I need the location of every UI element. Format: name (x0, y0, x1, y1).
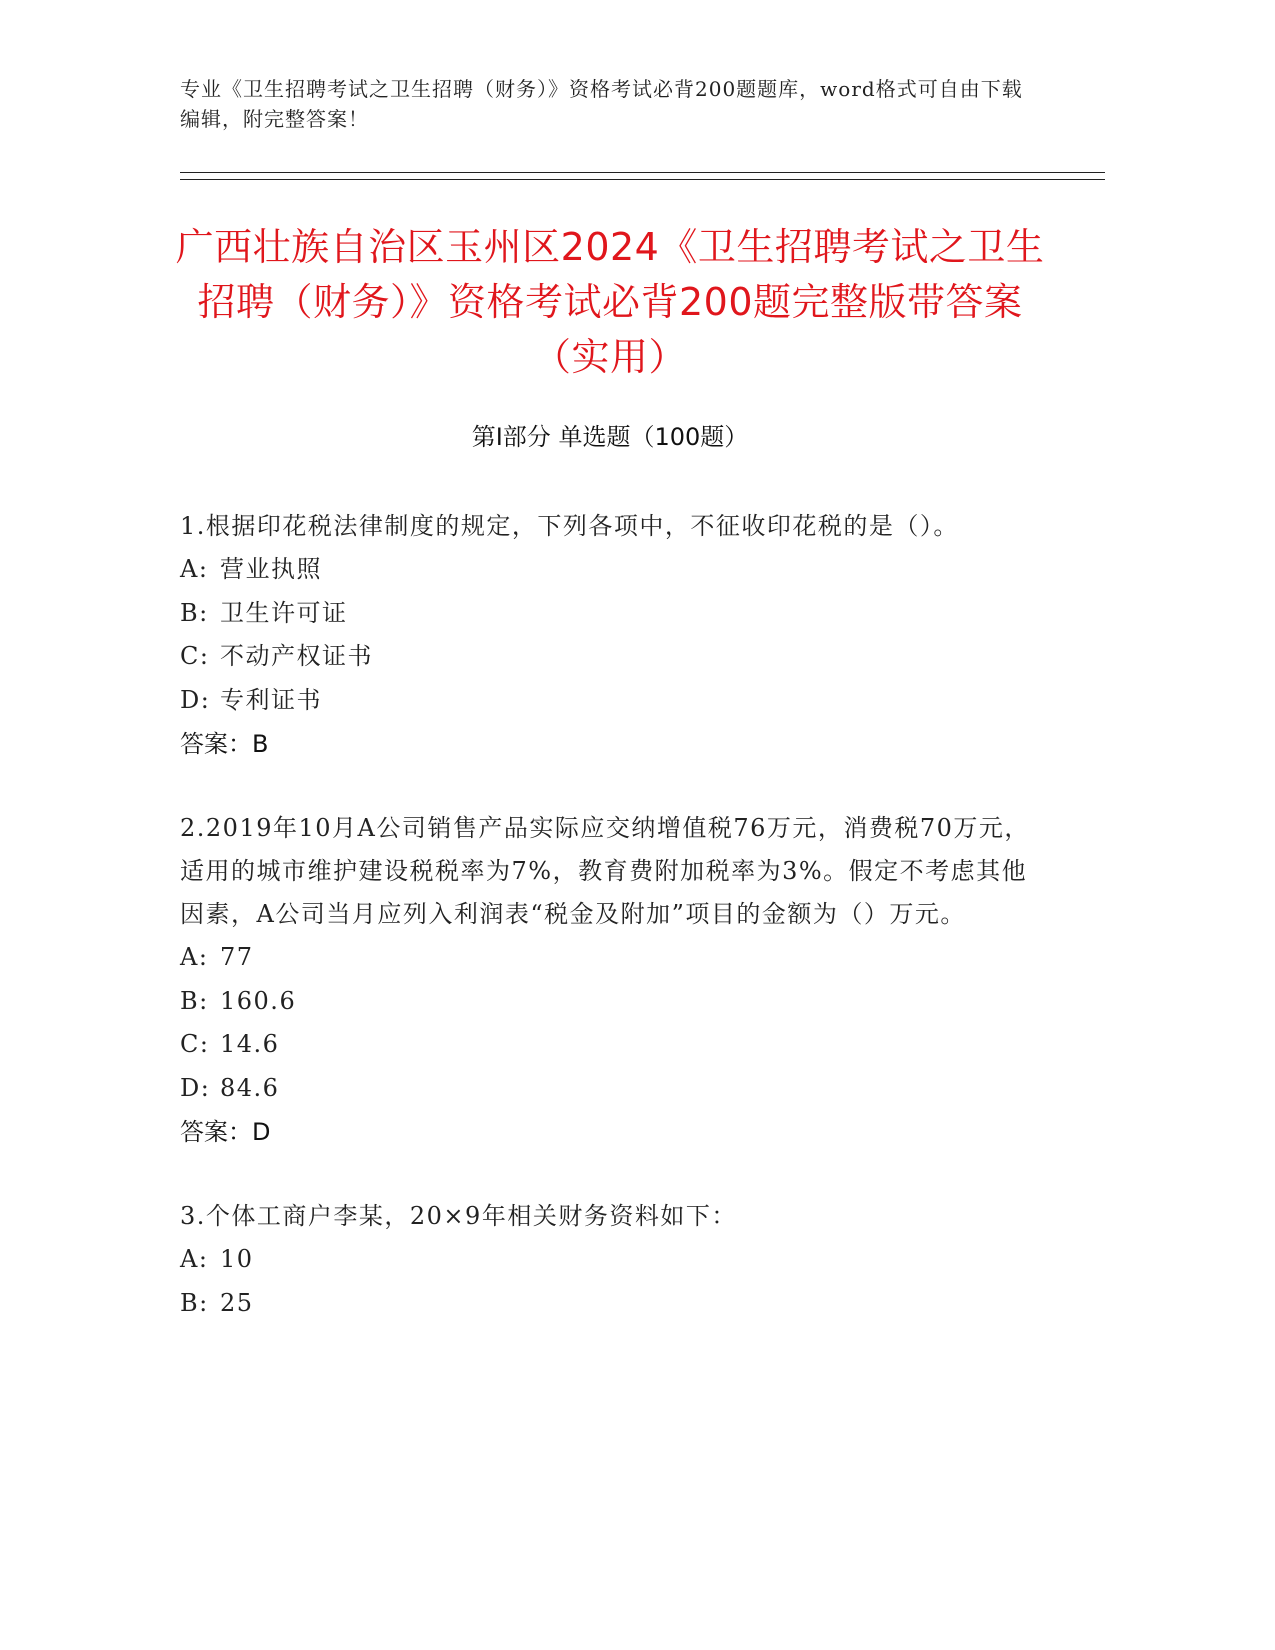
option-a (180, 936, 1040, 980)
option-text: 160.6 (220, 986, 297, 1015)
option-text: 不动产权证书 (220, 642, 373, 670)
option-label: C: (180, 1030, 210, 1058)
option-b (180, 1282, 1040, 1326)
option-label: B: (180, 1288, 209, 1317)
option-c (180, 1023, 1040, 1067)
option-text: 专利证书 (220, 685, 322, 714)
option-a (180, 1238, 1040, 1282)
option-text: 10 (220, 1245, 254, 1273)
option-text: 营业执照 (220, 555, 322, 583)
option-label: C: (180, 642, 210, 670)
document-title: 广西壮族自治区玉州区2024《卫生招聘考试之卫生招聘（财务）》资格考试必背200题完整版带答案（实用） (175, 225, 1045, 379)
question-stem: 3.个体工商户李某，20×9年相关财务资料如下： (180, 1202, 737, 1230)
question-3 (180, 1195, 1040, 1325)
option-text: 77 (220, 943, 254, 971)
answer-line: 答案：D (180, 1118, 271, 1146)
option-label: A: (180, 555, 209, 583)
option-label: D: (180, 1073, 211, 1102)
section-title: 第Ⅰ部分 单选题（100题） (471, 423, 749, 451)
question-1 (180, 505, 1040, 766)
answer-line: 答案：B (180, 730, 269, 758)
question-stem: 2.2019年10月A公司销售产品实际应交纳增值税76万元，消费税70万元，适用的城市维护建设税税率为7%，教育费附加税率为3%。假定不考虑其他因素，A公司当月应列入利润表“税金及附加”项目的金额为（）万元。 (180, 814, 1030, 928)
option-label: B: (180, 598, 209, 627)
header-divider-bottom (180, 179, 1105, 180)
option-text: 14.6 (220, 1030, 280, 1058)
option-d (180, 679, 1040, 723)
option-b (180, 980, 1040, 1024)
option-label: D: (180, 685, 211, 714)
option-a (180, 548, 1040, 592)
header-note: 专业《卫生招聘考试之卫生招聘（财务）》资格考试必背200题题库，word格式可自由下载编辑，附完整答案！ (180, 77, 1023, 131)
option-text: 25 (220, 1288, 254, 1317)
option-label: A: (180, 1245, 209, 1273)
option-text: 卫生许可证 (220, 598, 348, 627)
question-stem: 1.根据印花税法律制度的规定，下列各项中，不征收印花税的是（）。 (180, 512, 959, 540)
option-c (180, 635, 1040, 679)
option-b (180, 592, 1040, 636)
header-divider-top (180, 172, 1105, 173)
option-d (180, 1067, 1040, 1111)
question-2 (180, 807, 1040, 1154)
question-list (180, 505, 1040, 1366)
option-label: B: (180, 986, 209, 1015)
option-text: 84.6 (220, 1073, 280, 1102)
option-label: A: (180, 943, 209, 971)
